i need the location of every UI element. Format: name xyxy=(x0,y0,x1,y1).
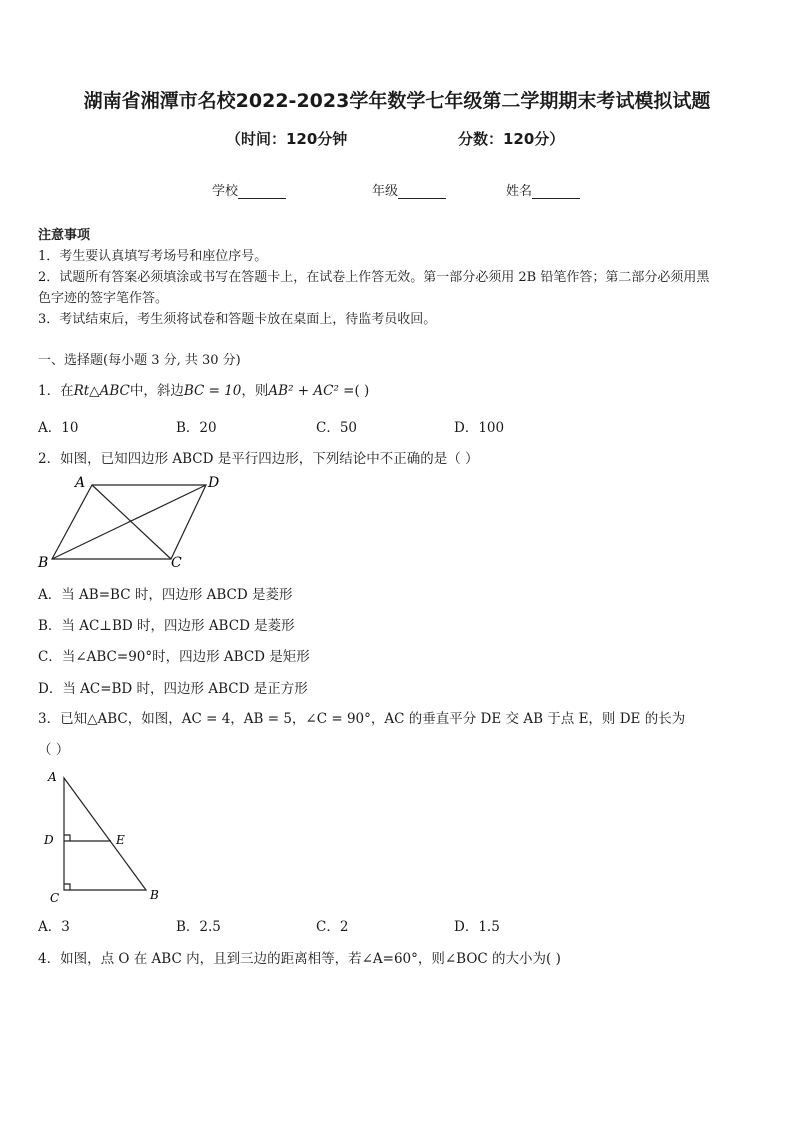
school-label: 学校 xyxy=(212,184,239,199)
name-field[interactable] xyxy=(506,180,580,199)
q1-mid2: ，则 xyxy=(241,383,269,399)
q3-paren: （ ） xyxy=(38,742,70,758)
school-blank[interactable] xyxy=(238,184,286,199)
question-4-stem: 4．如图，点 O 在 ABC 内，且到三边的距离相等，若∠A=60°，则∠BOC 的大小为( ) xyxy=(38,951,561,967)
label-c: C xyxy=(50,891,60,905)
score-label: 分数：120分） xyxy=(458,130,565,148)
diagonal-bd xyxy=(52,485,206,559)
q1-paren: ( ) xyxy=(354,383,370,399)
q3-option-b[interactable]: B．2.5 xyxy=(176,919,221,935)
q2-option-a[interactable]: A．当 AB=BC 时，四边形 ABCD 是菱形 xyxy=(38,587,293,603)
right-triangle-figure xyxy=(36,766,166,908)
q1-expr: AB² + AC² = xyxy=(268,383,355,399)
diagonal-ac xyxy=(92,485,171,559)
question-2-stem: 2．如图，已知四边形 ABCD 是平行四边形，下列结论中不正确的是（ ） xyxy=(38,451,479,467)
parallelogram-figure xyxy=(30,470,240,576)
label-a: A xyxy=(75,475,86,491)
q3-option-a[interactable]: A．3 xyxy=(38,919,70,935)
notice-item-1: 1．考生要认真填写考场号和座位序号。 xyxy=(38,249,268,264)
right-angle-d xyxy=(64,835,70,841)
grade-label: 年级 xyxy=(372,184,399,199)
name-label: 姓名 xyxy=(506,184,533,199)
q1-rt: Rt△ABC xyxy=(73,383,130,399)
question-3-stem: 3．已知△ABC，如图，AC = 4，AB = 5，∠C = 90°，AC 的垂直平分 DE 交 AB 于点 E，则 DE 的长为 xyxy=(38,711,686,727)
q1-option-d[interactable]: D．100 xyxy=(454,420,505,436)
label-d: D xyxy=(208,475,220,491)
question-1-stem xyxy=(38,379,369,399)
q1-option-a[interactable]: A．10 xyxy=(38,420,79,436)
right-angle-c xyxy=(64,884,70,890)
label-d: D xyxy=(44,833,54,847)
notice-item-2a: 2．试题所有答案必须填涂或书写在答题卡上，在试卷上作答无效。第一部分必须用 2B 铅笔作答；第二部分必须用黑 xyxy=(38,270,710,285)
q3-option-d[interactable]: D．1.5 xyxy=(454,919,500,935)
q1-bc: BC = 10 xyxy=(183,383,242,399)
notice-item-2b: 色字迹的签字笔作答。 xyxy=(38,291,169,306)
triangle-shape xyxy=(64,778,146,890)
time-label: （时间：120分钟 xyxy=(226,130,348,148)
label-c: C xyxy=(171,555,182,571)
q1-prefix: 1．在 xyxy=(38,383,74,399)
notice-item-3: 3．考试结束后，考生须将试卷和答题卡放在桌面上，待监考员收回。 xyxy=(38,312,437,327)
q2-option-b[interactable]: B．当 AC⊥BD 时，四边形 ABCD 是菱形 xyxy=(38,618,295,634)
q1-mid: 中，斜边 xyxy=(129,383,184,399)
q2-option-c[interactable]: C．当∠ABC=90°时，四边形 ABCD 是矩形 xyxy=(38,649,310,665)
notice-heading: 注意事项 xyxy=(38,228,91,243)
exam-title: 湖南省湘潭市名校2022-2023学年数学七年级第二学期期末考试模拟试题 xyxy=(83,90,711,112)
grade-blank[interactable] xyxy=(398,184,446,199)
label-b: B xyxy=(38,555,49,571)
name-blank[interactable] xyxy=(532,184,580,199)
school-field[interactable] xyxy=(212,180,286,199)
q1-option-b[interactable]: B．20 xyxy=(176,420,217,436)
label-b: B xyxy=(150,888,159,902)
q1-option-c[interactable]: C．50 xyxy=(316,420,358,436)
label-e: E xyxy=(116,833,125,847)
grade-field[interactable] xyxy=(372,180,446,199)
section-heading: 一、选择题(每小题 3 分, 共 30 分) xyxy=(38,353,241,368)
q2-option-d[interactable]: D．当 AC=BD 时，四边形 ABCD 是正方形 xyxy=(38,681,308,697)
label-a: A xyxy=(48,770,57,784)
q3-option-c[interactable]: C．2 xyxy=(316,919,349,935)
